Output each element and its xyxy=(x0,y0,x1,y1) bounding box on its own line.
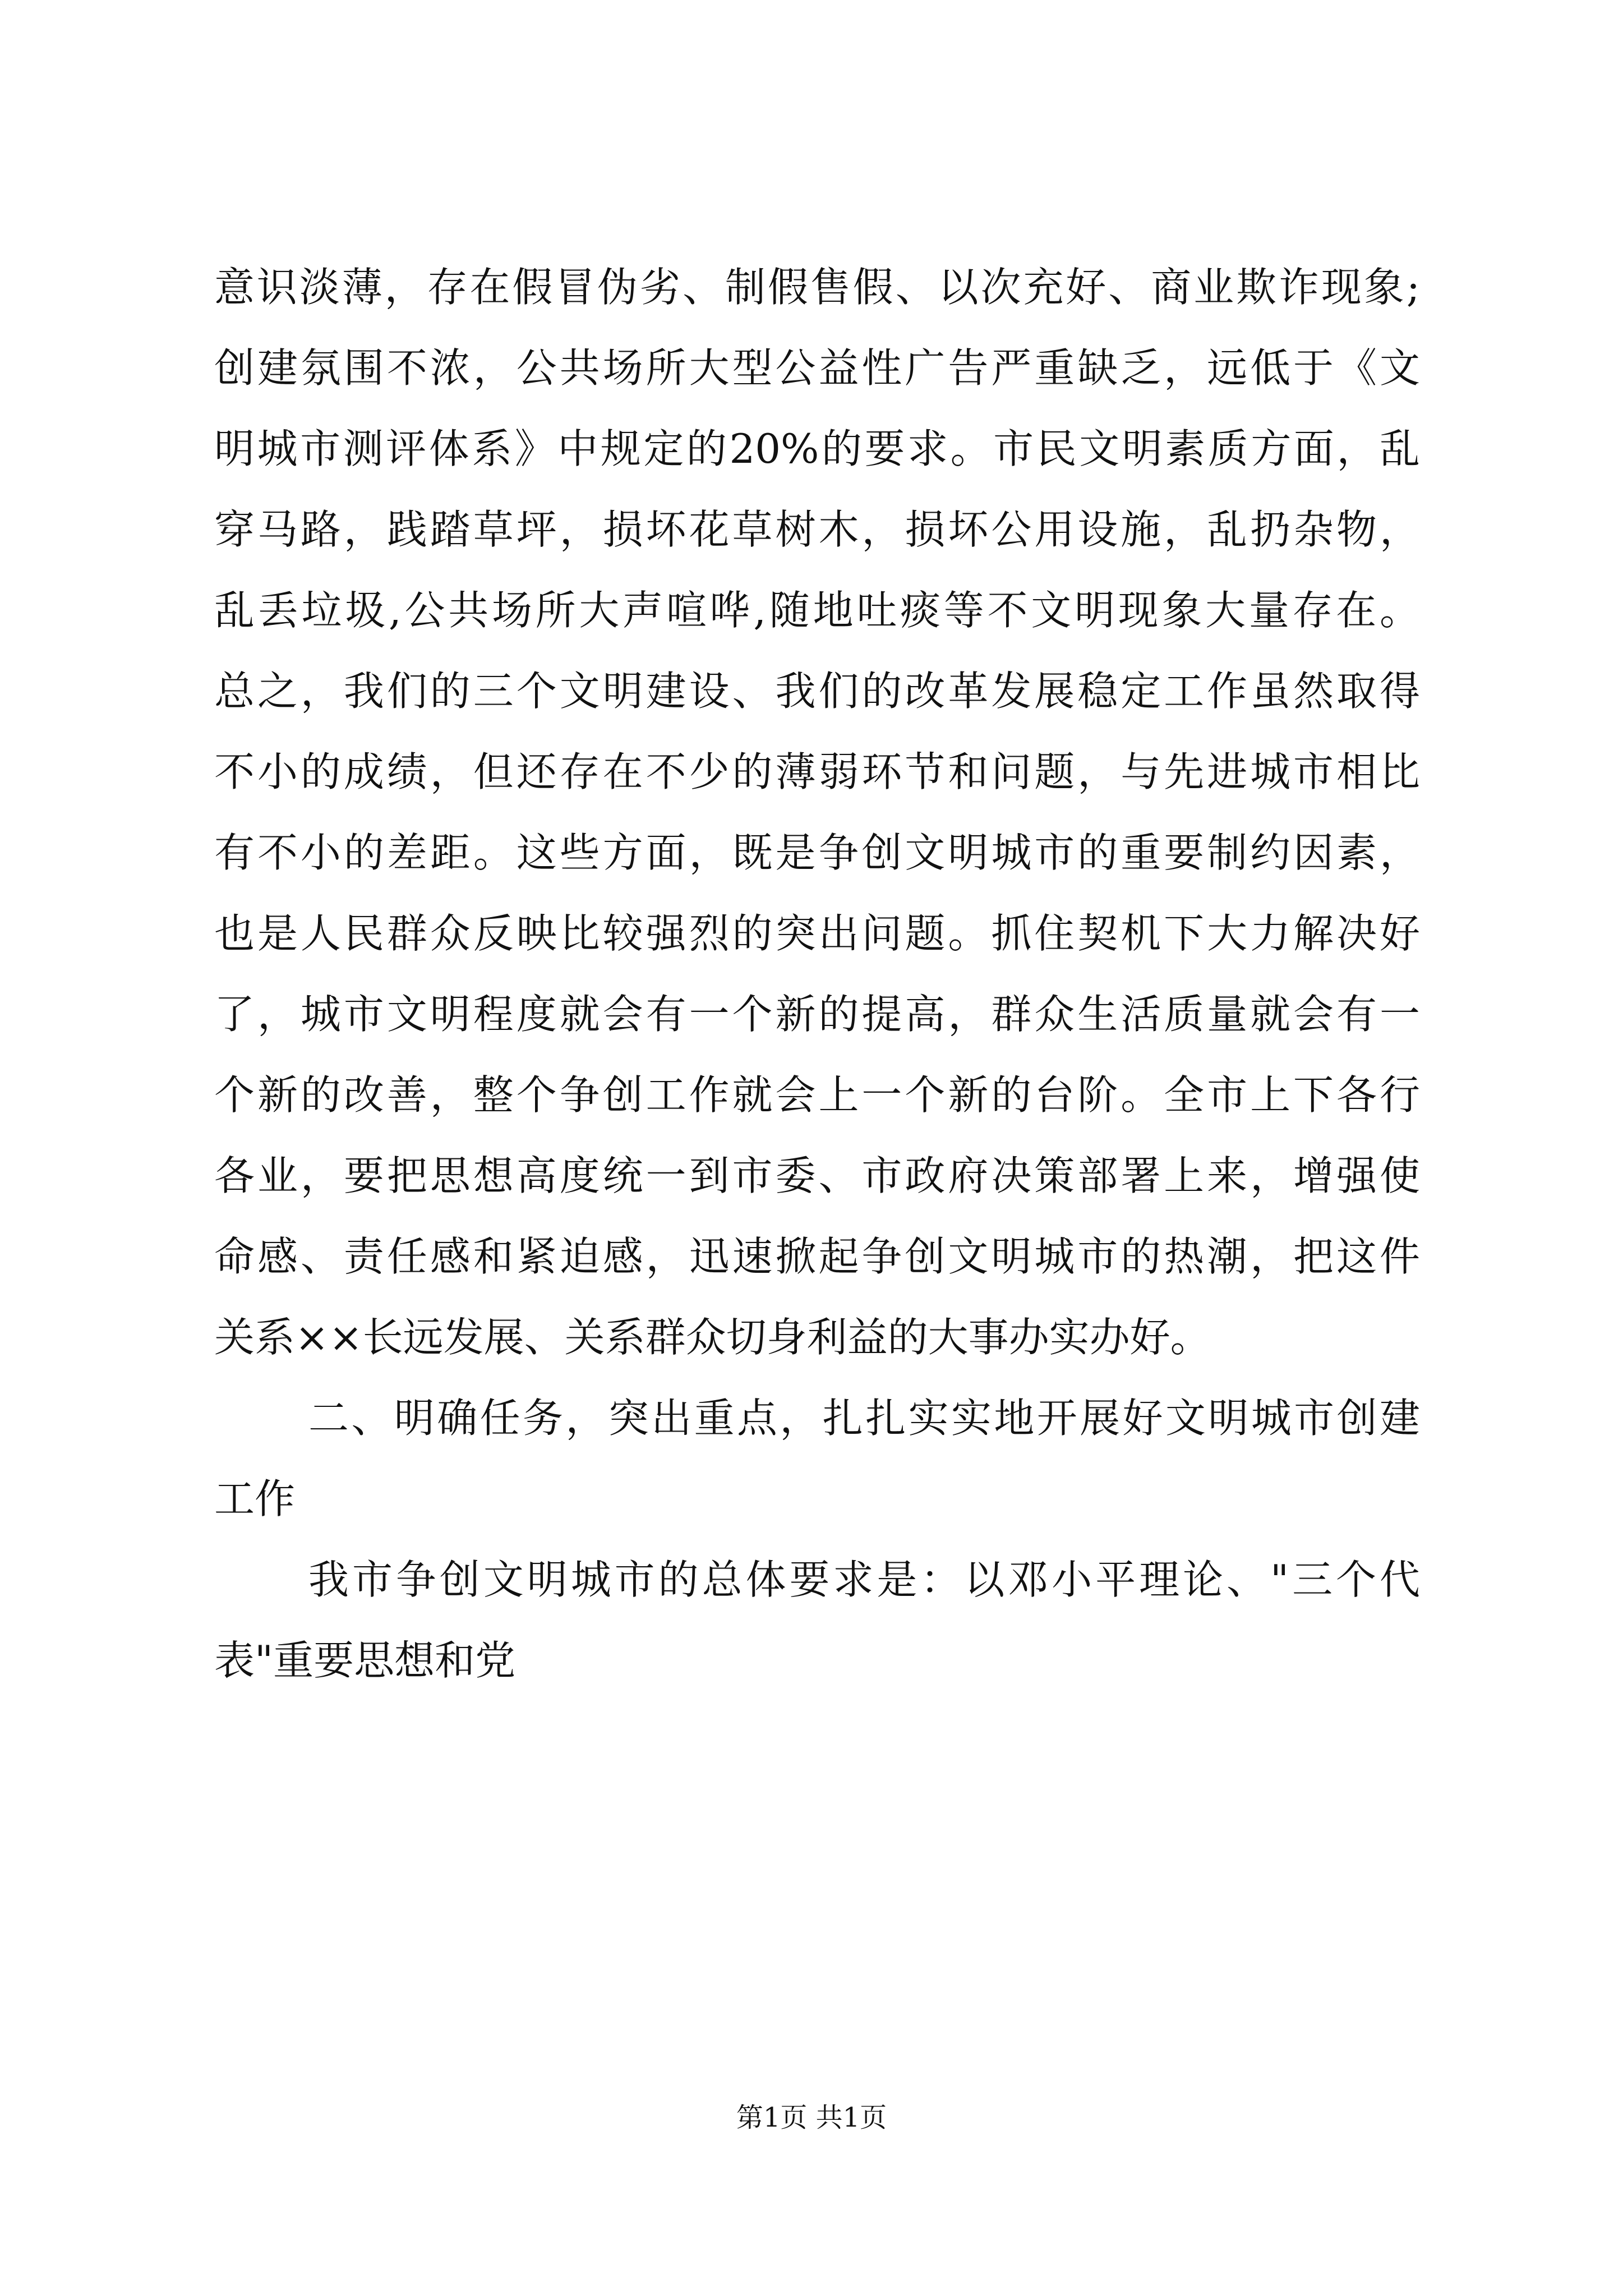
text-line: 也是人民群众反映比较强烈的突出问题。抓住契机下大力解决好 xyxy=(214,910,1420,957)
text-line: 乱丢垃圾,公共场所大声喧哗,随地吐痰等不文明现象大量存在。 xyxy=(214,587,1420,634)
text-line: 了，城市文明程度就会有一个新的提高，群众生活质量就会有一 xyxy=(214,991,1420,1038)
text-line: 我市争创文明城市的总体要求是：以邓小平理论、"三个代 xyxy=(308,1556,1420,1603)
paragraph-requirements xyxy=(214,1539,1420,1701)
page-footer: 第1页 共1页 xyxy=(736,2102,887,2133)
heading-line: 二、明确任务，突出重点，扎扎实实地开展好文明城市创建 xyxy=(308,1395,1420,1442)
text-line: 创建氛围不浓，公共场所大型公益性广告严重缺乏，远低于《文 xyxy=(214,344,1420,392)
text-line: 个新的改善，整个争创工作就会上一个新的台阶。全市上下各行 xyxy=(214,1071,1420,1119)
text-line: 表"重要思想和党 xyxy=(214,1637,516,1684)
section-heading-2 xyxy=(214,1378,1420,1539)
text-line: 各业，要把思想高度统一到市委、市政府决策部署上来，增强使 xyxy=(214,1152,1420,1199)
document-body xyxy=(214,247,1420,1701)
paragraph-continued xyxy=(214,247,1420,1378)
text-line: 总之，我们的三个文明建设、我们的改革发展稳定工作虽然取得 xyxy=(214,668,1420,715)
text-line: 穿马路，践踏草坪，损坏花草树木，损坏公用设施，乱扔杂物， xyxy=(214,506,1420,553)
text-line: 意识淡薄，存在假冒伪劣、制假售假、以次充好、商业欺诈现象; xyxy=(214,264,1420,311)
text-line: 有不小的差距。这些方面，既是争创文明城市的重要制约因素， xyxy=(214,829,1420,876)
text-line: 不小的成绩，但还存在不少的薄弱环节和问题，与先进城市相比 xyxy=(214,748,1420,795)
text-line: 命感、责任感和紧迫感，迅速掀起争创文明城市的热潮，把这件 xyxy=(214,1233,1420,1280)
heading-line: 工作 xyxy=(214,1475,296,1522)
text-line: 关系××长远发展、关系群众切身利益的大事办实办好。 xyxy=(214,1314,1211,1361)
text-line: 明城市测评体系》中规定的20%的要求。市民文明素质方面，乱 xyxy=(214,425,1420,472)
